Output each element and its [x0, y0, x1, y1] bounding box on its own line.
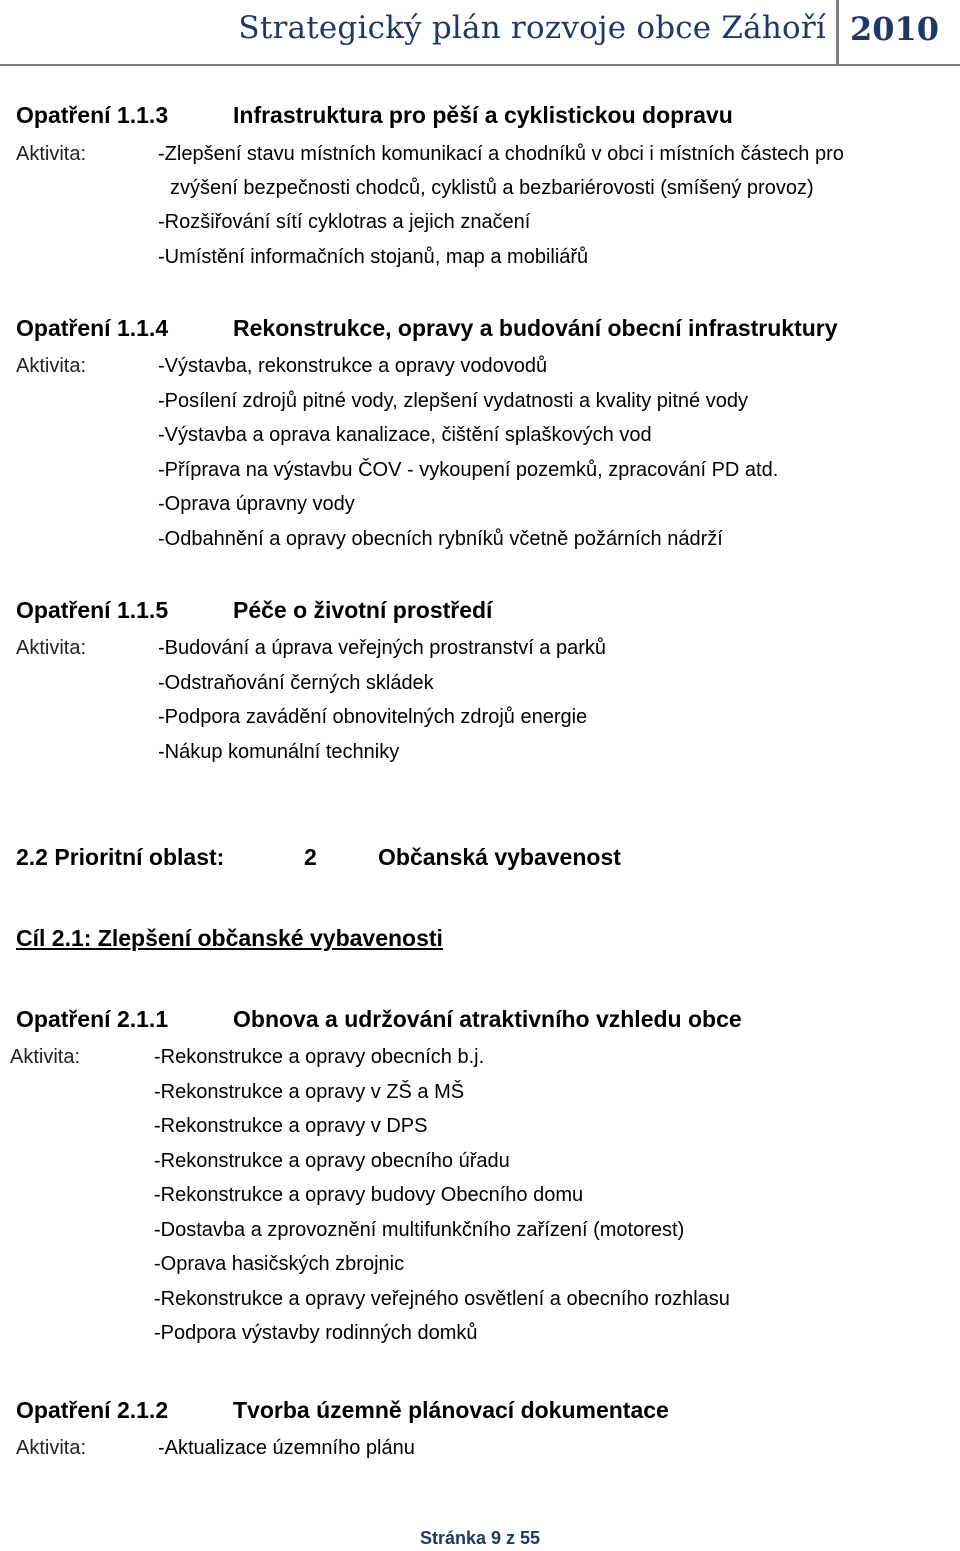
measure-code: Opatření 1.1.3 [16, 102, 169, 128]
activity-item: -Posílení zdrojů pitné vody, zlepšení vydatnosti a kvality pitné vody [158, 390, 748, 412]
activity-item: -Rekonstrukce a opravy veřejného osvětlení a obecního rozhlasu [154, 1288, 730, 1310]
header-divider-horizontal [0, 64, 960, 66]
activity-item: -Nákup komunální techniky [158, 741, 400, 763]
document-title: Strategický plán rozvoje obce Záhoří [238, 10, 826, 46]
activity-item: -Odstraňování černých skládek [158, 672, 434, 694]
activity-item: -Rekonstrukce a opravy obecních b.j. [154, 1046, 485, 1068]
measure-code: Opatření 1.1.5 [16, 597, 169, 623]
activity-item: -Příprava na výstavbu ČOV - vykoupení pozemků, zpracování PD atd. [158, 459, 779, 481]
activity-label: Aktivita: [16, 355, 87, 377]
activity-item: -Zlepšení stavu místních komunikací a chodníků v obci i místních částech pro [158, 143, 844, 165]
activity-item: -Dostavba a zprovoznění multifunkčního zařízení (motorest) [154, 1219, 685, 1241]
priority-area-label: 2.2 Prioritní oblast: [16, 844, 225, 870]
measure-title: Péče o životní prostředí [233, 597, 493, 623]
activity-item: -Výstavba a oprava kanalizace, čištění splaškových vod [158, 424, 652, 446]
priority-area-name: Občanská vybavenost [378, 844, 621, 870]
activity-item: -Rekonstrukce a opravy v ZŠ a MŠ [154, 1081, 465, 1103]
priority-area-number: 2 [304, 844, 317, 870]
document-year: 2010 [850, 10, 940, 48]
activity-item: -Budování a úprava veřejných prostranství a parků [158, 637, 607, 659]
measure-code: Opatření 2.1.2 [16, 1397, 169, 1423]
goal-heading: Cíl 2.1: Zlepšení občanské vybavenosti [16, 925, 443, 951]
activity-label: Aktivita: [16, 143, 87, 165]
activity-item: zvýšení bezpečnosti chodců, cyklistů a bezbariérovosti (smíšený provoz) [170, 177, 814, 199]
activity-item: -Podpora zavádění obnovitelných zdrojů energie [158, 706, 588, 728]
activity-item: -Rekonstrukce a opravy obecního úřadu [154, 1150, 510, 1172]
activity-item: -Odbahnění a opravy obecních rybníků včetně požárních nádrží [158, 528, 723, 550]
measure-title: Rekonstrukce, opravy a budování obecní infrastruktury [233, 315, 838, 341]
measure-code: Opatření 1.1.4 [16, 315, 169, 341]
measure-code: Opatření 2.1.1 [16, 1006, 169, 1032]
activity-label: Aktivita: [10, 1046, 81, 1068]
activity-item: -Aktualizace územního plánu [158, 1437, 415, 1459]
activity-item: -Rozšiřování sítí cyklotras a jejich značení [158, 211, 531, 233]
activity-label: Aktivita: [16, 1437, 87, 1459]
activity-item: -Výstavba, rekonstrukce a opravy vodovodů [158, 355, 548, 377]
activity-item: -Rekonstrukce a opravy budovy Obecního domu [154, 1184, 584, 1206]
measure-title: Infrastruktura pro pěší a cyklistickou dopravu [233, 102, 733, 128]
measure-title: Tvorba územně plánovací dokumentace [233, 1397, 669, 1423]
activity-item: -Oprava hasičských zbrojnic [154, 1253, 405, 1275]
activity-item: -Oprava úpravny vody [158, 493, 355, 515]
activity-label: Aktivita: [16, 637, 87, 659]
activity-item: -Umístění informačních stojanů, map a mobiliářů [158, 246, 589, 268]
header-divider-vertical [836, 0, 839, 64]
page-number: Stránka 9 z 55 [419, 1528, 541, 1548]
activity-item: -Rekonstrukce a opravy v DPS [154, 1115, 428, 1137]
measure-title: Obnova a udržování atraktivního vzhledu obce [233, 1006, 742, 1032]
activity-item: -Podpora výstavby rodinných domků [154, 1322, 478, 1344]
